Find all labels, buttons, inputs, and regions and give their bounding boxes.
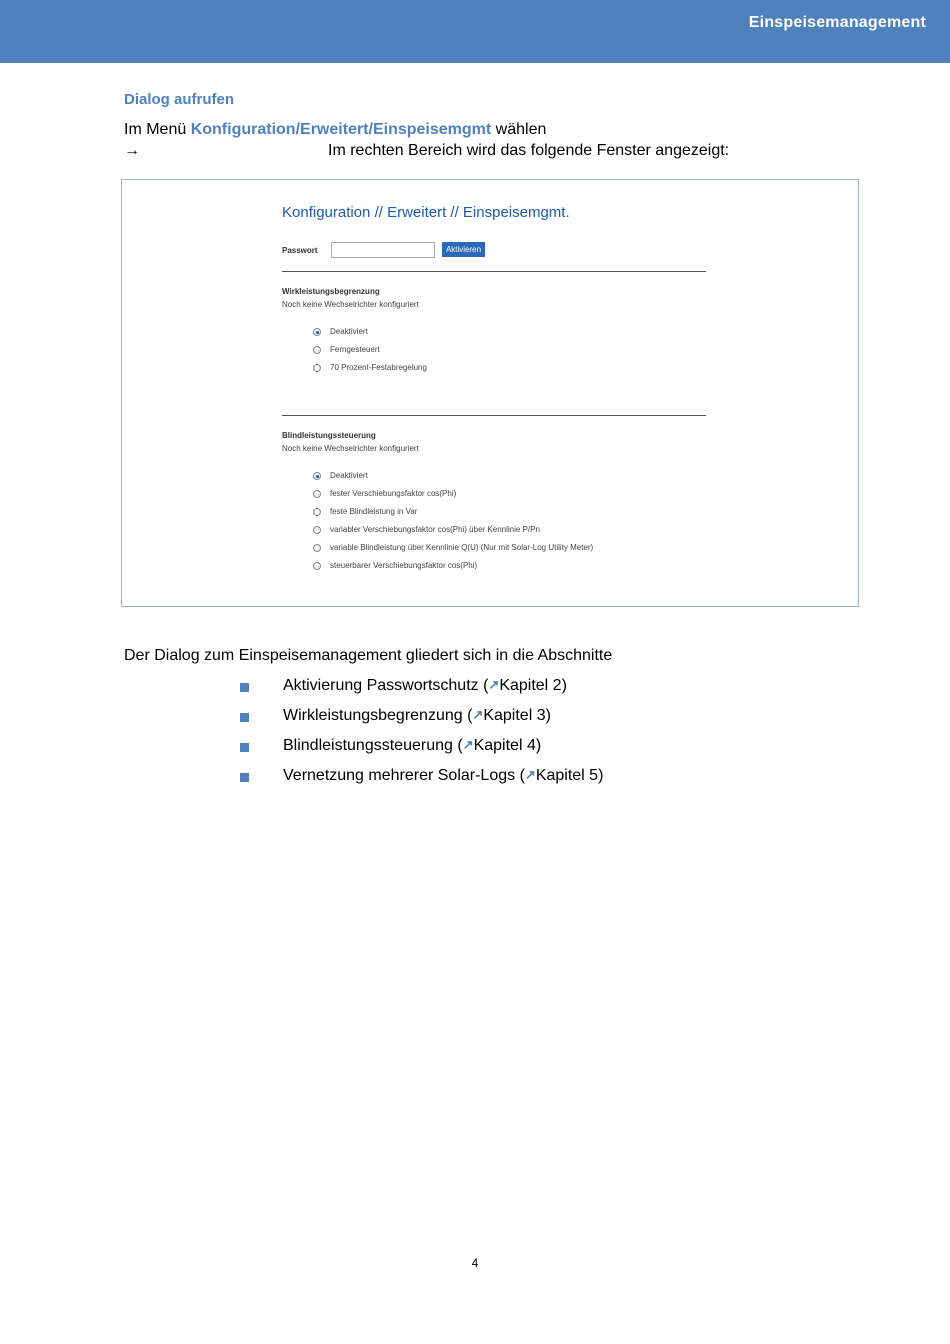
reactive-power-option[interactable] (313, 507, 417, 516)
menu-path-konfiguration: Konfiguration (190, 121, 296, 138)
dialog-title: Konfiguration // Erweitert // Einspeisemgmt. (282, 204, 570, 221)
list-item-label: Wirkleistungsbegrenzung ( (283, 707, 473, 724)
header-title: Einspeisemanagement (748, 14, 926, 31)
radio-button[interactable] (313, 364, 321, 372)
active-power-note: Noch keine Wechselrichter konfiguriert (282, 300, 419, 309)
menu-path (191, 121, 492, 138)
radio-label: feste Blindleistung in Var (330, 507, 418, 516)
cross-reference-arrow-icon: ↗ (462, 737, 474, 752)
list-item-label: Blindleistungssteuerung ( (283, 737, 463, 754)
closing-paren: ) (535, 737, 542, 754)
reactive-power-option[interactable] (313, 489, 456, 498)
active-power-option[interactable] (313, 363, 427, 372)
cross-reference-arrow-icon: ↗ (488, 677, 500, 692)
radio-label: Ferngesteuert (330, 345, 380, 354)
radio-button[interactable] (313, 562, 321, 570)
reactive-power-note: Noch keine Wechselrichter konfiguriert (282, 444, 419, 453)
active-power-title: Wirkleistungsbegrenzung (282, 287, 380, 296)
header-bar (0, 0, 950, 63)
radio-label: variable Blindleistung über Kennlinie Q(U) (Nur mit Solar-Log Utility Meter) (330, 543, 594, 552)
radio-label: fester Verschiebungsfaktor cos(Phi) (330, 489, 457, 498)
active-power-option[interactable] (313, 327, 368, 336)
radio-button[interactable] (313, 508, 321, 516)
activate-button[interactable]: Aktivieren (442, 242, 485, 257)
path-separator: / (368, 121, 373, 138)
square-bullet-icon (240, 713, 249, 722)
list-item-text (283, 707, 551, 725)
closing-paren: ) (561, 677, 567, 694)
chapter-reference-link[interactable]: Kapitel 5 (535, 767, 599, 784)
instruction-suffix: wählen (495, 121, 547, 138)
list-item-label: Aktivierung Passwortschutz ( (283, 677, 489, 694)
radio-button[interactable] (313, 472, 321, 480)
radio-button[interactable] (313, 544, 321, 552)
square-bullet-icon (240, 773, 249, 782)
menu-instruction (124, 121, 546, 139)
closing-paren: ) (545, 707, 551, 724)
chapter-reference-link[interactable]: Kapitel 4 (473, 737, 536, 754)
closing-paren: ) (598, 767, 604, 784)
list-item-text (283, 737, 541, 755)
cross-reference-arrow-icon: ↗ (524, 767, 536, 782)
password-label: Passwort (282, 246, 318, 255)
path-separator: / (295, 121, 301, 138)
page-number: 4 (471, 1256, 479, 1270)
reactive-power-title: Blindleistungssteuerung (282, 431, 376, 440)
radio-label: variabler Verschiebungsfaktor cos(Phi) über Kennlinie P/Pn (330, 525, 540, 534)
square-bullet-icon (240, 683, 249, 692)
chapter-reference-link[interactable]: Kapitel 3 (483, 707, 546, 724)
section-heading: Dialog aufrufen (124, 91, 235, 108)
reactive-power-option[interactable] (313, 543, 593, 552)
reactive-power-option[interactable] (313, 471, 368, 480)
arrow-instruction-text: Im rechten Bereich wird das folgende Fenster angezeigt: (328, 142, 730, 159)
reactive-power-option[interactable] (313, 525, 540, 534)
chapter-reference-link[interactable]: Kapitel 2 (499, 677, 562, 694)
list-item-text (283, 677, 567, 695)
divider (282, 271, 706, 272)
radio-label: 70 Prozent-Festabregelung (330, 363, 427, 372)
active-power-option[interactable] (313, 345, 380, 354)
radio-label: Deaktiviert (330, 327, 368, 336)
divider (282, 415, 706, 416)
radio-button[interactable] (313, 328, 321, 336)
radio-button[interactable] (313, 490, 321, 498)
radio-label: steuerbarer Verschiebungsfaktor cos(Phi) (330, 561, 478, 570)
menu-path-erweitert: Erweitert (300, 121, 369, 138)
cross-reference-arrow-icon: ↗ (472, 707, 484, 722)
password-input[interactable] (331, 242, 435, 258)
right-arrow-icon: → (124, 142, 140, 159)
radio-button[interactable] (313, 526, 321, 534)
dialog-screenshot (121, 179, 859, 607)
list-item-text (283, 767, 603, 785)
radio-button[interactable] (313, 346, 321, 354)
intro-text: Der Dialog zum Einspeisemanagement gliedert sich in die Abschnitte (124, 647, 613, 664)
reactive-power-option[interactable] (313, 561, 477, 570)
list-item-label: Vernetzung mehrerer Solar-Logs ( (283, 767, 525, 784)
square-bullet-icon (240, 743, 249, 752)
instruction-prefix: Im Menü (124, 121, 187, 138)
radio-label: Deaktiviert (330, 471, 368, 480)
menu-path-einspeisemgmt: Einspeisemgmt (372, 121, 492, 138)
